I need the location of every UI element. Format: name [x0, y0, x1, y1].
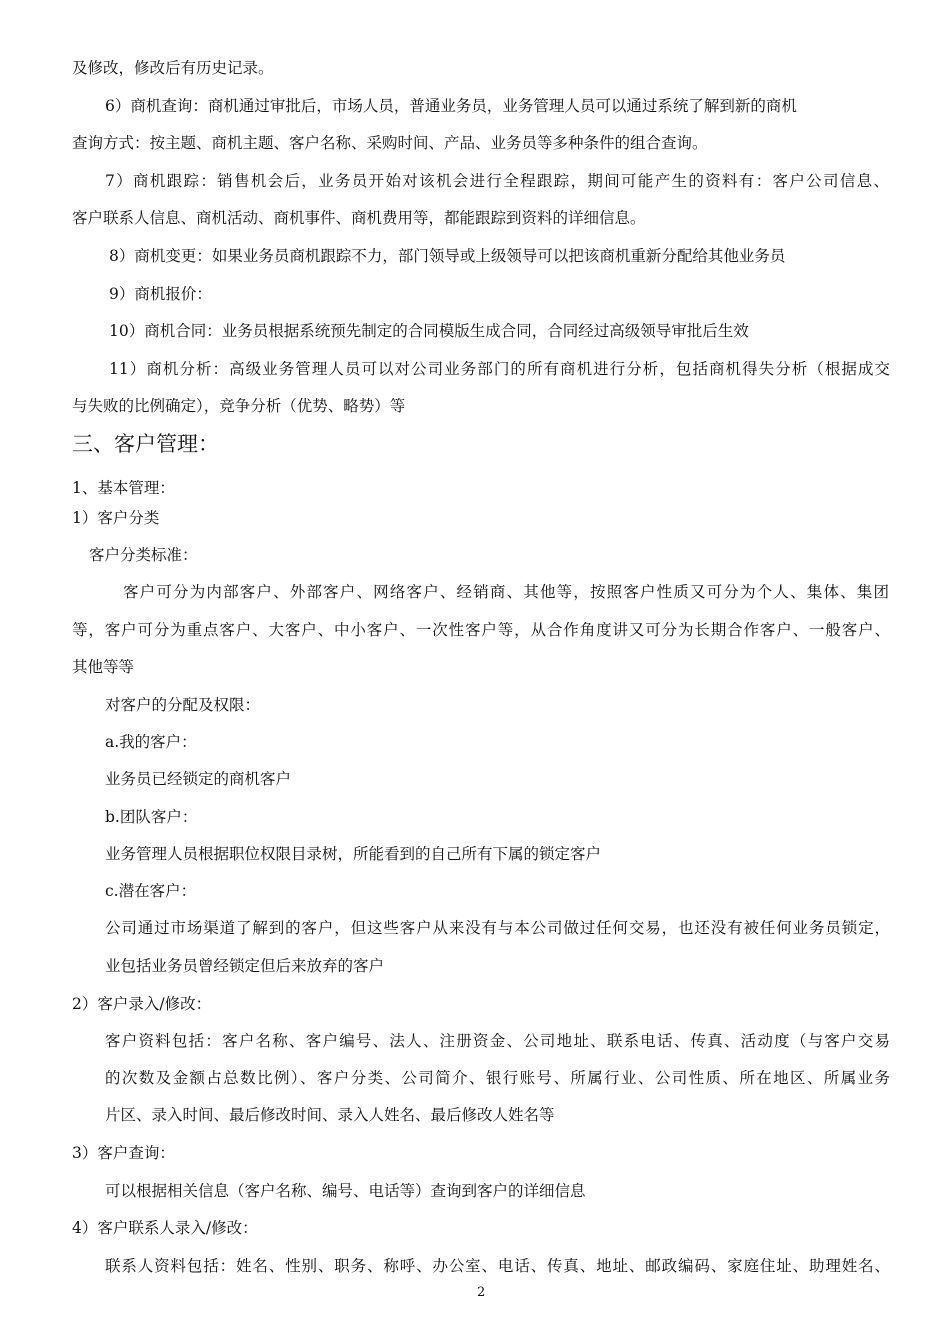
text-line-29: 片区、录入时间、最后修改时间、录入人姓名、最后修改人姓名等 — [105, 1106, 555, 1124]
text-line-14: 客户分类标准： — [89, 546, 198, 564]
text-line-25: 业包括业务员曾经锁定但后来放弃的客户 — [105, 957, 385, 975]
text-line-17: 其他等等 — [72, 658, 135, 676]
text-line-26: 2）客户录入/修改： — [72, 995, 212, 1013]
text-line-4: 7）商机跟踪：销售机会后，业务员开始对该机会进行全程跟踪，期间可能产生的资料有：客户公司信息、 — [105, 172, 889, 190]
text-line-5: 客户联系人信息、商机活动、商机事件、商机费用等，都能跟踪到资料的详细信息。 — [72, 209, 646, 227]
text-line-2: 6）商机查询：商机通过审批后，市场人员，普通业务员，业务管理人员可以通过系统了解到新的商机 — [105, 97, 797, 115]
text-line-16: 等，客户可分为重点客户、大客户、中小客户、一次性客户等，从合作角度讲又可分为长期合作客户、一般客户、 — [72, 621, 890, 639]
text-line-9: 11）商机分析：高级业务管理人员可以对公司业务部门的所有商机进行分析，包括商机得失分析（根据成交 — [109, 360, 890, 378]
text-line-21: b.团队客户： — [105, 808, 198, 826]
text-line-32: 4）客户联系人录入/修改： — [72, 1219, 258, 1237]
text-line-24: 公司通过市场渠道了解到的客户，但这些客户从来没有与本公司做过任何交易，也还没有被任何业务员锁定， — [105, 919, 890, 937]
text-line-22: 业务管理人员根据职位权限目录树，所能看到的自己所有下属的锁定客户 — [105, 845, 602, 863]
text-line-6: 8）商机变更：如果业务员商机跟踪不力，部门领导或上级领导可以把该商机重新分配给其他业务员 — [109, 247, 786, 265]
text-line-10: 与失败的比例确定），竞争分析（优势、略势）等 — [72, 397, 406, 415]
text-line-28: 的次数及金额占总数比例）、客户分类、公司简介、银行账号、所属行业、公司性质、所在地区、所属业务 — [105, 1069, 890, 1087]
text-line-20: 业务员已经锁定的商机客户 — [105, 770, 292, 788]
text-line-13: 1）客户分类 — [72, 509, 160, 527]
section-heading: 三、客户管理： — [72, 432, 219, 456]
text-line-19: a.我的客户： — [105, 733, 197, 751]
text-line-18: 对客户的分配及权限： — [105, 696, 261, 714]
text-line-1: 及修改，修改后有历史记录。 — [72, 59, 274, 77]
text-line-30: 3）客户查询： — [72, 1144, 175, 1162]
page-number: 2 — [477, 1285, 486, 1300]
text-line-23: c.潜在客户： — [105, 882, 197, 900]
text-line-7: 9）商机报价： — [109, 285, 212, 303]
text-line-27: 客户资料包括：客户名称、客户编号、法人、注册资金、公司地址、联系电话、传真、活动度（与客户交易 — [105, 1032, 890, 1050]
text-line-15: 客户可分为内部客户、外部客户、网络客户、经销商、其他等，按照客户性质又可分为个人、集体、集团 — [123, 583, 889, 601]
text-line-33: 联系人资料包括：姓名、性别、职务、称呼、办公室、电话、传真、地址、邮政编码、家庭住址、助理姓名、 — [105, 1257, 890, 1275]
text-line-8: 10）商机合同：业务员根据系统预先制定的合同模版生成合同，合同经过高级领导审批后生效 — [109, 322, 749, 340]
text-line-3: 查询方式：按主题、商机主题、客户名称、采购时间、产品、业务员等多种条件的组合查询。 — [72, 134, 708, 152]
text-line-12: 1、基本管理： — [72, 479, 175, 497]
text-line-31: 可以根据相关信息（客户名称、编号、电话等）查询到客户的详细信息 — [105, 1182, 586, 1200]
